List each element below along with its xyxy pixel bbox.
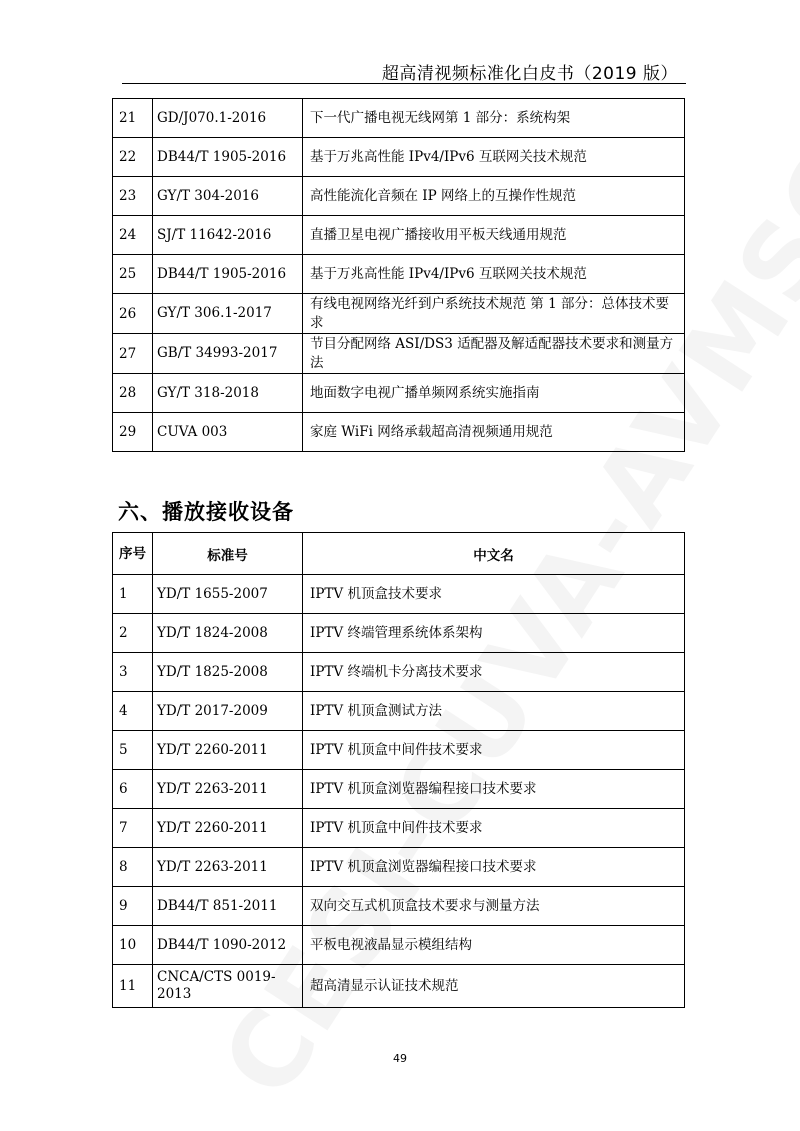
standard-code: YD/T 2263-2011 [153,848,303,887]
standard-name: IPTV 终端管理系统体系架构 [303,614,685,653]
row-number: 28 [113,374,153,413]
table-row [113,692,685,731]
table-row [113,848,685,887]
table-row [113,887,685,926]
row-number: 25 [113,255,153,294]
row-number: 26 [113,294,153,334]
row-number: 1 [113,575,153,614]
standard-code: YD/T 2017-2009 [153,692,303,731]
table-row [113,926,685,965]
row-number: 11 [113,965,153,1008]
standard-code: YD/T 1825-2008 [153,653,303,692]
table-row [113,809,685,848]
row-number: 22 [113,138,153,177]
standard-code: GB/T 34993-2017 [153,334,303,374]
table-row [113,255,685,294]
row-number: 5 [113,731,153,770]
section-title: 六、播放接收设备 [118,500,294,524]
page-number: 49 [393,1052,407,1065]
row-number: 24 [113,216,153,255]
table-row [113,99,685,138]
standard-code: YD/T 2260-2011 [153,809,303,848]
standard-code: GY/T 304-2016 [153,177,303,216]
table-row [113,216,685,255]
table-row [113,138,685,177]
standard-code: GY/T 318-2018 [153,374,303,413]
table-row [113,374,685,413]
header-code: 标准号 [153,533,303,575]
standard-code: CUVA 003 [153,413,303,452]
standard-name: 下一代广播电视无线网第 1 部分：系统构架 [303,99,685,138]
table-row [113,575,685,614]
standard-code: YD/T 1655-2007 [153,575,303,614]
table-row [113,413,685,452]
standard-name: 家庭 WiFi 网络承载超高清视频通用规范 [303,413,685,452]
row-number: 10 [113,926,153,965]
standard-name: IPTV 机顶盒测试方法 [303,692,685,731]
standard-name: IPTV 机顶盒浏览器编程接口技术要求 [303,848,685,887]
row-number: 3 [113,653,153,692]
row-number: 9 [113,887,153,926]
standard-code: DB44/T 1090-2012 [153,926,303,965]
row-number: 7 [113,809,153,848]
standard-code: YD/T 2263-2011 [153,770,303,809]
standard-code: CNCA/CTS 0019-2013 [153,965,303,1008]
table-row [113,614,685,653]
standard-code: DB44/T 1905-2016 [153,138,303,177]
standard-name: 直播卫星电视广播接收用平板天线通用规范 [303,216,685,255]
header-title: 超高清视频标准化白皮书（2019 版） [381,64,678,84]
table-row [113,965,685,1008]
header-name: 中文名 [303,533,685,575]
row-number: 8 [113,848,153,887]
standard-name: 节目分配网络 ASI/DS3 适配器及解适配器技术要求和测量方法 [303,334,685,374]
standard-code: GY/T 306.1-2017 [153,294,303,334]
row-number: 2 [113,614,153,653]
standard-name: IPTV 终端机卡分离技术要求 [303,653,685,692]
header-seq: 序号 [113,533,153,575]
standard-name: IPTV 机顶盒技术要求 [303,575,685,614]
playback-receiving-standards-table [112,532,685,1008]
standard-code: DB44/T 851-2011 [153,887,303,926]
standard-name: 有线电视网络光纤到户系统技术规范 第 1 部分：总体技术要求 [303,294,685,334]
standard-code: YD/T 2260-2011 [153,731,303,770]
standard-name: 基于万兆高性能 IPv4/IPv6 互联网关技术规范 [303,138,685,177]
standard-code: GD/J070.1-2016 [153,99,303,138]
row-number: 21 [113,99,153,138]
row-number: 27 [113,334,153,374]
standard-name: 双向交互式机顶盒技术要求与测量方法 [303,887,685,926]
row-number: 6 [113,770,153,809]
standard-name: 基于万兆高性能 IPv4/IPv6 互联网关技术规范 [303,255,685,294]
row-number: 23 [113,177,153,216]
table-row [113,334,685,374]
row-number: 4 [113,692,153,731]
table-row [113,770,685,809]
standard-code: YD/T 1824-2008 [153,614,303,653]
table-row [113,177,685,216]
standard-name: 超高清显示认证技术规范 [303,965,685,1008]
standards-table-continued [112,98,685,452]
standard-code: SJ/T 11642-2016 [153,216,303,255]
standard-name: IPTV 机顶盒中间件技术要求 [303,809,685,848]
standard-name: 高性能流化音频在 IP 网络上的互操作性规范 [303,177,685,216]
standard-name: 地面数字电视广播单频网系统实施指南 [303,374,685,413]
standard-code: DB44/T 1905-2016 [153,255,303,294]
standard-name: 平板电视液晶显示模组结构 [303,926,685,965]
table-row [113,731,685,770]
standard-name: IPTV 机顶盒浏览器编程接口技术要求 [303,770,685,809]
row-number: 29 [113,413,153,452]
table-row [113,294,685,334]
table-row [113,653,685,692]
standard-name: IPTV 机顶盒中间件技术要求 [303,731,685,770]
table-header-row [113,533,685,575]
header-divider [122,83,686,84]
